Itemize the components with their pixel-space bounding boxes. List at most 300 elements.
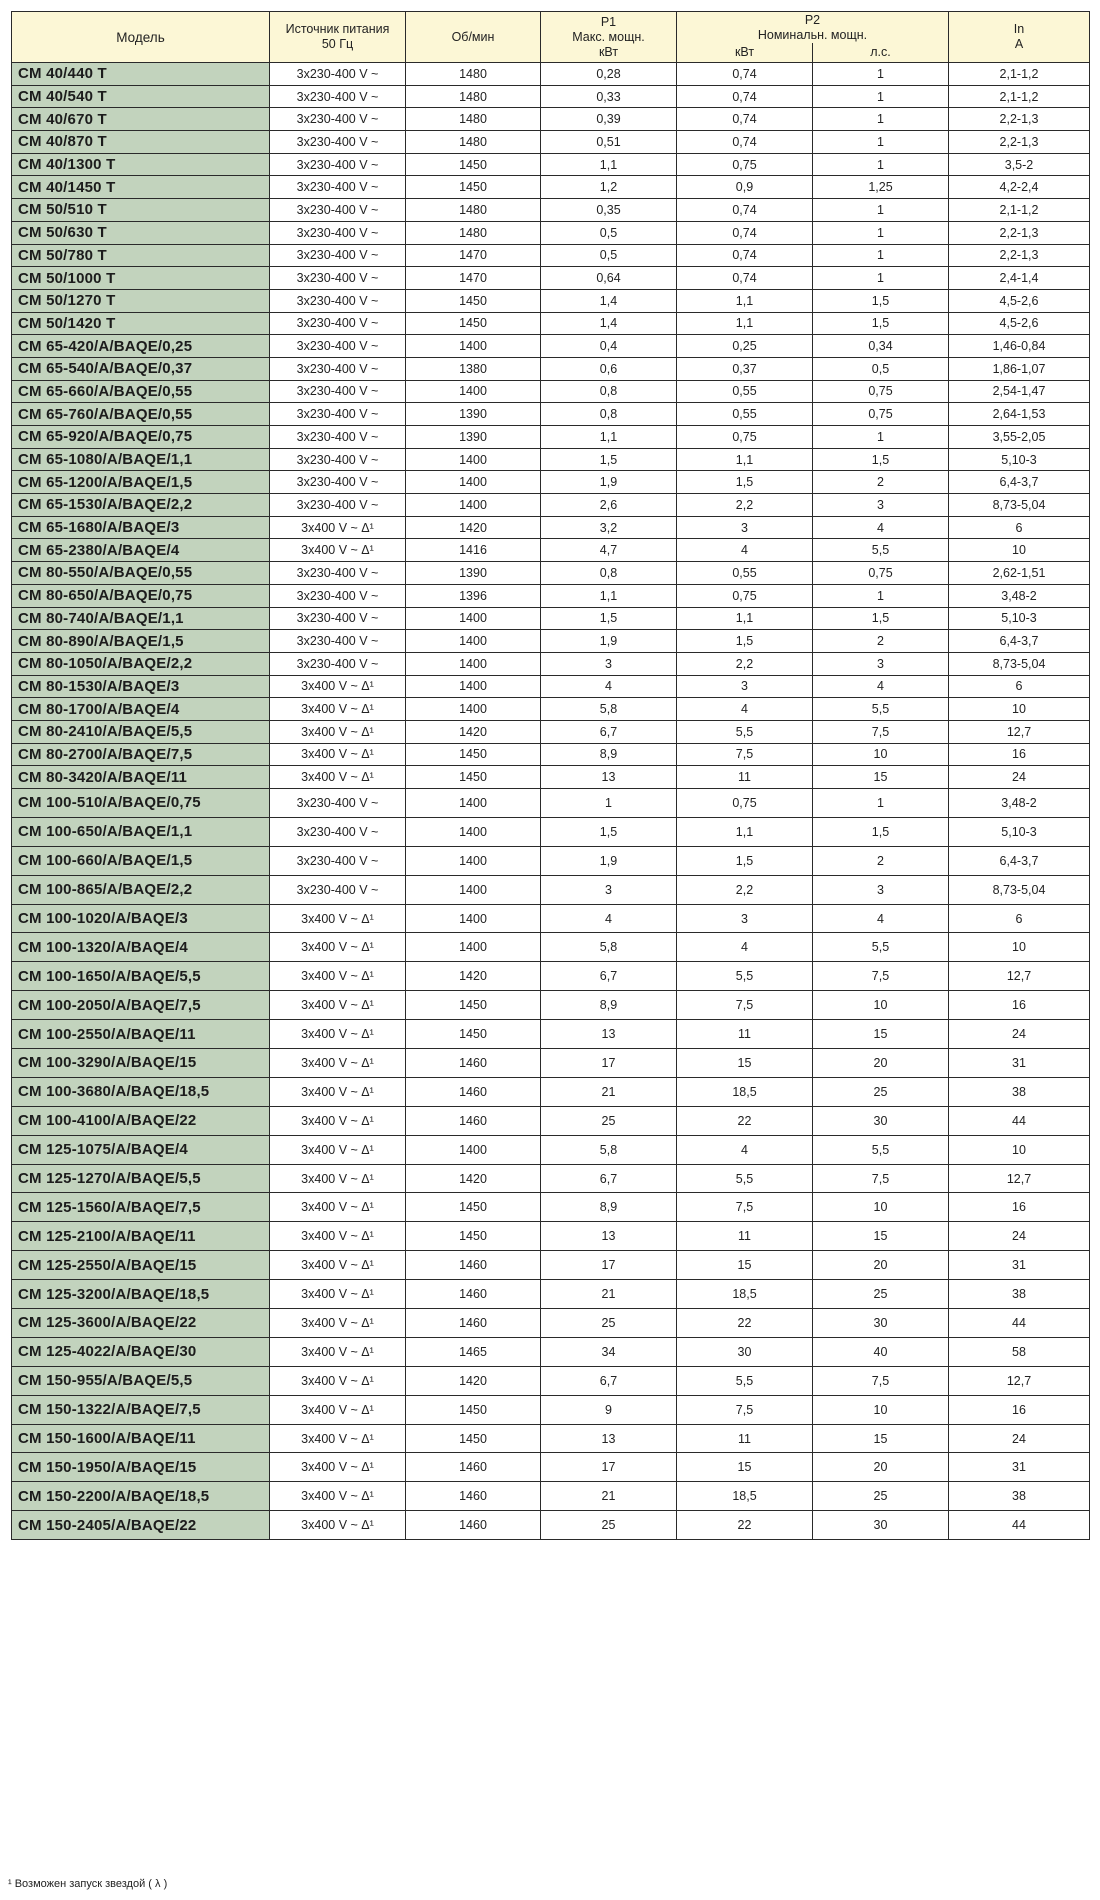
model-cell: CM 80-650/A/BAQE/0,75: [12, 584, 270, 607]
power-source-cell: 3x400 V ~ Δ¹: [270, 516, 406, 539]
p1-cell: 17: [541, 1453, 677, 1482]
model-cell: CM 80-1530/A/BAQE/3: [12, 675, 270, 698]
p2-kw-cell: 3: [677, 904, 813, 933]
p2-hp-cell: 1: [813, 426, 949, 449]
power-source-cell: 3x400 V ~ Δ¹: [270, 1366, 406, 1395]
p1-cell: 1,4: [541, 289, 677, 312]
power-source-cell: 3x400 V ~ Δ¹: [270, 1049, 406, 1078]
p1-cell: 4: [541, 675, 677, 698]
current-cell: 2,2-1,3: [949, 108, 1090, 131]
p1-cell: 13: [541, 766, 677, 789]
p2-hp-cell: 7,5: [813, 962, 949, 991]
p1-cell: 8,9: [541, 743, 677, 766]
power-source-cell: 3x400 V ~ Δ¹: [270, 1222, 406, 1251]
model-cell: CM 80-3420/A/BAQE/11: [12, 766, 270, 789]
current-cell: 5,10-3: [949, 607, 1090, 630]
p2-kw-cell: 0,55: [677, 562, 813, 585]
p1-cell: 0,6: [541, 357, 677, 380]
current-cell: 31: [949, 1453, 1090, 1482]
model-cell: CM 100-3680/A/BAQE/18,5: [12, 1077, 270, 1106]
p1-cell: 1,1: [541, 584, 677, 607]
p1-cell: 3: [541, 875, 677, 904]
power-source-cell: 3x230-400 V ~: [270, 584, 406, 607]
rpm-cell: 1450: [406, 991, 541, 1020]
rpm-cell: 1400: [406, 875, 541, 904]
p2-kw-cell: 18,5: [677, 1482, 813, 1511]
power-source-cell: 3x230-400 V ~: [270, 357, 406, 380]
p2-kw-cell: 15: [677, 1453, 813, 1482]
rpm-cell: 1400: [406, 904, 541, 933]
rpm-cell: 1460: [406, 1077, 541, 1106]
p1-cell: 25: [541, 1309, 677, 1338]
p2-hp-cell: 4: [813, 516, 949, 539]
model-cell: CM 80-1700/A/BAQE/4: [12, 698, 270, 721]
rpm-cell: 1470: [406, 244, 541, 267]
power-source-cell: 3x400 V ~ Δ¹: [270, 766, 406, 789]
p2-kw-cell: 22: [677, 1309, 813, 1338]
p2-kw-cell: 11: [677, 1424, 813, 1453]
current-cell: 24: [949, 1424, 1090, 1453]
power-source-cell: 3x400 V ~ Δ¹: [270, 933, 406, 962]
model-cell: CM 50/630 T: [12, 221, 270, 244]
header-p1: [541, 12, 677, 63]
current-cell: 8,73-5,04: [949, 652, 1090, 675]
table-row: [12, 1309, 1090, 1338]
current-cell: 4,5-2,6: [949, 289, 1090, 312]
rpm-cell: 1400: [406, 380, 541, 403]
rpm-cell: 1400: [406, 335, 541, 358]
p1-cell: 6,7: [541, 1366, 677, 1395]
model-cell: CM 125-2100/A/BAQE/11: [12, 1222, 270, 1251]
current-cell: 1,86-1,07: [949, 357, 1090, 380]
p2-hp-cell: 1,5: [813, 448, 949, 471]
model-cell: CM 65-1080/A/BAQE/1,1: [12, 448, 270, 471]
header-in: [949, 12, 1090, 63]
p2-kw-cell: 0,9: [677, 176, 813, 199]
p2-kw-cell: 2,2: [677, 494, 813, 517]
p2-hp-cell: 25: [813, 1077, 949, 1106]
rpm-cell: 1420: [406, 962, 541, 991]
rpm-cell: 1480: [406, 131, 541, 154]
p1-cell: 8,9: [541, 991, 677, 1020]
p2-hp-cell: 1,5: [813, 289, 949, 312]
current-cell: 2,1-1,2: [949, 63, 1090, 86]
p2-hp-cell: 25: [813, 1280, 949, 1309]
rpm-cell: 1400: [406, 1135, 541, 1164]
model-cell: CM 100-650/A/BAQE/1,1: [12, 817, 270, 846]
rpm-cell: 1400: [406, 675, 541, 698]
table-row: [12, 1453, 1090, 1482]
rpm-cell: 1450: [406, 1395, 541, 1424]
table-row: [12, 1511, 1090, 1540]
p2-kw-cell: 3: [677, 675, 813, 698]
model-cell: CM 125-3600/A/BAQE/22: [12, 1309, 270, 1338]
model-cell: CM 100-510/A/BAQE/0,75: [12, 789, 270, 818]
power-source-cell: 3x400 V ~ Δ¹: [270, 1511, 406, 1540]
rpm-cell: 1450: [406, 312, 541, 335]
rpm-cell: 1416: [406, 539, 541, 562]
current-cell: 38: [949, 1482, 1090, 1511]
p1-cell: 21: [541, 1077, 677, 1106]
p1-cell: 0,5: [541, 244, 677, 267]
p2-kw-cell: 11: [677, 1020, 813, 1049]
power-source-cell: 3x400 V ~ Δ¹: [270, 1337, 406, 1366]
power-source-cell: 3x400 V ~ Δ¹: [270, 1106, 406, 1135]
header-in-line2: A: [1014, 37, 1024, 51]
header-power-source-line1: Источник питания: [285, 22, 390, 36]
power-source-cell: 3x230-400 V ~: [270, 494, 406, 517]
model-cell: CM 65-760/A/BAQE/0,55: [12, 403, 270, 426]
current-cell: 6: [949, 516, 1090, 539]
current-cell: 2,1-1,2: [949, 85, 1090, 108]
model-cell: CM 65-540/A/BAQE/0,37: [12, 357, 270, 380]
p2-kw-cell: 5,5: [677, 720, 813, 743]
power-source-cell: 3x230-400 V ~: [270, 471, 406, 494]
p2-hp-cell: 3: [813, 494, 949, 517]
rpm-cell: 1480: [406, 199, 541, 222]
power-source-cell: 3x230-400 V ~: [270, 607, 406, 630]
p2-kw-cell: 11: [677, 766, 813, 789]
p2-kw-cell: 4: [677, 698, 813, 721]
p2-kw-cell: 0,74: [677, 244, 813, 267]
power-source-cell: 3x230-400 V ~: [270, 652, 406, 675]
p1-cell: 5,8: [541, 933, 677, 962]
power-source-cell: 3x400 V ~ Δ¹: [270, 1020, 406, 1049]
table-row: [12, 846, 1090, 875]
p2-hp-cell: 1,5: [813, 607, 949, 630]
power-source-cell: 3x400 V ~ Δ¹: [270, 1482, 406, 1511]
table-row: [12, 357, 1090, 380]
model-cell: CM 100-660/A/BAQE/1,5: [12, 846, 270, 875]
p2-kw-cell: 0,74: [677, 199, 813, 222]
table-row: [12, 789, 1090, 818]
table-row: [12, 933, 1090, 962]
rpm-cell: 1460: [406, 1511, 541, 1540]
table-row: [12, 743, 1090, 766]
rpm-cell: 1450: [406, 1193, 541, 1222]
p1-cell: 1,2: [541, 176, 677, 199]
p2-hp-cell: 0,75: [813, 562, 949, 585]
rpm-cell: 1380: [406, 357, 541, 380]
p2-hp-cell: 20: [813, 1453, 949, 1482]
model-cell: CM 65-1680/A/BAQE/3: [12, 516, 270, 539]
model-cell: CM 80-2410/A/BAQE/5,5: [12, 720, 270, 743]
p2-hp-cell: 0,75: [813, 403, 949, 426]
p1-cell: 4: [541, 904, 677, 933]
header-p2-hp: л.с.: [813, 43, 949, 62]
table-row: [12, 131, 1090, 154]
rpm-cell: 1400: [406, 652, 541, 675]
power-source-cell: 3x230-400 V ~: [270, 380, 406, 403]
p2-hp-cell: 1: [813, 244, 949, 267]
current-cell: 3,48-2: [949, 584, 1090, 607]
table-row: [12, 63, 1090, 86]
p2-kw-cell: 0,74: [677, 221, 813, 244]
model-cell: CM 40/1300 T: [12, 153, 270, 176]
current-cell: 10: [949, 539, 1090, 562]
model-cell: CM 40/870 T: [12, 131, 270, 154]
power-source-cell: 3x400 V ~ Δ¹: [270, 904, 406, 933]
current-cell: 16: [949, 743, 1090, 766]
power-source-cell: 3x230-400 V ~: [270, 426, 406, 449]
model-cell: CM 65-920/A/BAQE/0,75: [12, 426, 270, 449]
p2-kw-cell: 1,1: [677, 607, 813, 630]
current-cell: 44: [949, 1309, 1090, 1338]
current-cell: 12,7: [949, 1366, 1090, 1395]
power-source-cell: 3x230-400 V ~: [270, 221, 406, 244]
p1-cell: 1,5: [541, 448, 677, 471]
power-source-cell: 3x230-400 V ~: [270, 335, 406, 358]
p2-kw-cell: 0,75: [677, 153, 813, 176]
p2-kw-cell: 18,5: [677, 1077, 813, 1106]
rpm-cell: 1480: [406, 221, 541, 244]
p2-kw-cell: 0,75: [677, 789, 813, 818]
p2-hp-cell: 7,5: [813, 1366, 949, 1395]
model-cell: CM 80-2700/A/BAQE/7,5: [12, 743, 270, 766]
p1-cell: 0,4: [541, 335, 677, 358]
table-row: [12, 1106, 1090, 1135]
power-source-cell: 3x400 V ~ Δ¹: [270, 743, 406, 766]
p2-hp-cell: 1,25: [813, 176, 949, 199]
table-row: [12, 471, 1090, 494]
model-cell: CM 150-1950/A/BAQE/15: [12, 1453, 270, 1482]
header-p1-line3: кВт: [598, 44, 619, 59]
p1-cell: 1: [541, 789, 677, 818]
rpm-cell: 1400: [406, 630, 541, 653]
model-cell: CM 40/440 T: [12, 63, 270, 86]
p2-kw-cell: 15: [677, 1049, 813, 1078]
table-row: [12, 607, 1090, 630]
p2-hp-cell: 5,5: [813, 698, 949, 721]
model-cell: CM 125-1075/A/BAQE/4: [12, 1135, 270, 1164]
p2-hp-cell: 1: [813, 153, 949, 176]
model-cell: CM 80-890/A/BAQE/1,5: [12, 630, 270, 653]
power-source-cell: 3x400 V ~ Δ¹: [270, 1309, 406, 1338]
current-cell: 10: [949, 698, 1090, 721]
table-row: [12, 267, 1090, 290]
current-cell: 3,55-2,05: [949, 426, 1090, 449]
p1-cell: 13: [541, 1424, 677, 1453]
table-row: [12, 289, 1090, 312]
current-cell: 16: [949, 1395, 1090, 1424]
rpm-cell: 1390: [406, 562, 541, 585]
p1-cell: 6,7: [541, 1164, 677, 1193]
current-cell: 44: [949, 1106, 1090, 1135]
current-cell: 16: [949, 1193, 1090, 1222]
p2-hp-cell: 0,75: [813, 380, 949, 403]
p2-kw-cell: 5,5: [677, 1164, 813, 1193]
model-cell: CM 100-3290/A/BAQE/15: [12, 1049, 270, 1078]
p2-hp-cell: 7,5: [813, 720, 949, 743]
model-cell: CM 40/1450 T: [12, 176, 270, 199]
header-p2: [677, 12, 949, 44]
p2-kw-cell: 1,5: [677, 630, 813, 653]
current-cell: 2,1-1,2: [949, 199, 1090, 222]
table-row: [12, 766, 1090, 789]
p2-hp-cell: 3: [813, 875, 949, 904]
current-cell: 4,2-2,4: [949, 176, 1090, 199]
p2-hp-cell: 4: [813, 904, 949, 933]
p1-cell: 21: [541, 1280, 677, 1309]
table-row: [12, 448, 1090, 471]
current-cell: 3,5-2: [949, 153, 1090, 176]
p1-cell: 4,7: [541, 539, 677, 562]
table-row: [12, 1222, 1090, 1251]
p1-cell: 3: [541, 652, 677, 675]
p1-cell: 1,5: [541, 817, 677, 846]
model-cell: CM 125-1560/A/BAQE/7,5: [12, 1193, 270, 1222]
p2-kw-cell: 0,55: [677, 380, 813, 403]
p2-kw-cell: 4: [677, 1135, 813, 1164]
power-source-cell: 3x230-400 V ~: [270, 267, 406, 290]
pump-spec-table: [11, 11, 1090, 1540]
power-source-cell: 3x230-400 V ~: [270, 630, 406, 653]
table-row: [12, 516, 1090, 539]
p1-cell: 25: [541, 1511, 677, 1540]
current-cell: 24: [949, 1222, 1090, 1251]
model-cell: CM 65-660/A/BAQE/0,55: [12, 380, 270, 403]
current-cell: 44: [949, 1511, 1090, 1540]
p1-cell: 3,2: [541, 516, 677, 539]
model-cell: CM 65-2380/A/BAQE/4: [12, 539, 270, 562]
power-source-cell: 3x400 V ~ Δ¹: [270, 1453, 406, 1482]
p1-cell: 0,39: [541, 108, 677, 131]
model-cell: CM 80-740/A/BAQE/1,1: [12, 607, 270, 630]
table-row: [12, 176, 1090, 199]
rpm-cell: 1420: [406, 516, 541, 539]
p2-kw-cell: 18,5: [677, 1280, 813, 1309]
p2-kw-cell: 1,5: [677, 846, 813, 875]
p2-hp-cell: 25: [813, 1482, 949, 1511]
table-row: [12, 584, 1090, 607]
p1-cell: 5,8: [541, 698, 677, 721]
p2-kw-cell: 1,1: [677, 448, 813, 471]
p2-kw-cell: 0,75: [677, 426, 813, 449]
rpm-cell: 1450: [406, 743, 541, 766]
p2-hp-cell: 10: [813, 1193, 949, 1222]
current-cell: 24: [949, 1020, 1090, 1049]
table-row: [12, 562, 1090, 585]
rpm-cell: 1480: [406, 85, 541, 108]
rpm-cell: 1400: [406, 471, 541, 494]
rpm-cell: 1396: [406, 584, 541, 607]
p1-cell: 0,8: [541, 562, 677, 585]
rpm-cell: 1450: [406, 176, 541, 199]
p2-hp-cell: 5,5: [813, 1135, 949, 1164]
rpm-cell: 1400: [406, 494, 541, 517]
table-row: [12, 1193, 1090, 1222]
table-row: [12, 426, 1090, 449]
rpm-cell: 1400: [406, 817, 541, 846]
model-cell: CM 125-4022/A/BAQE/30: [12, 1337, 270, 1366]
power-source-cell: 3x230-400 V ~: [270, 789, 406, 818]
p2-hp-cell: 1,5: [813, 817, 949, 846]
p1-cell: 2,6: [541, 494, 677, 517]
rpm-cell: 1480: [406, 63, 541, 86]
p2-kw-cell: 3: [677, 516, 813, 539]
table-row: [12, 153, 1090, 176]
model-cell: CM 125-3200/A/BAQE/18,5: [12, 1280, 270, 1309]
p2-kw-cell: 1,1: [677, 289, 813, 312]
table-row: [12, 720, 1090, 743]
p2-hp-cell: 1: [813, 199, 949, 222]
p2-hp-cell: 5,5: [813, 933, 949, 962]
power-source-cell: 3x230-400 V ~: [270, 244, 406, 267]
power-source-cell: 3x400 V ~ Δ¹: [270, 1280, 406, 1309]
p2-hp-cell: 15: [813, 1020, 949, 1049]
table-row: [12, 539, 1090, 562]
header-p2-line1: P2: [804, 12, 821, 27]
current-cell: 4,5-2,6: [949, 312, 1090, 335]
rpm-cell: 1460: [406, 1049, 541, 1078]
p2-hp-cell: 30: [813, 1309, 949, 1338]
power-source-cell: 3x230-400 V ~: [270, 403, 406, 426]
model-cell: CM 80-550/A/BAQE/0,55: [12, 562, 270, 585]
p2-hp-cell: 10: [813, 991, 949, 1020]
table-row: [12, 1482, 1090, 1511]
rpm-cell: 1400: [406, 933, 541, 962]
table-row: [12, 312, 1090, 335]
p2-hp-cell: 30: [813, 1106, 949, 1135]
p1-cell: 0,8: [541, 403, 677, 426]
header-p2-line2: Номинальн. мощн.: [757, 27, 868, 42]
p2-hp-cell: 2: [813, 471, 949, 494]
power-source-cell: 3x230-400 V ~: [270, 562, 406, 585]
p2-kw-cell: 5,5: [677, 1366, 813, 1395]
table-row: [12, 1280, 1090, 1309]
rpm-cell: 1460: [406, 1280, 541, 1309]
model-cell: CM 50/780 T: [12, 244, 270, 267]
table-row: [12, 108, 1090, 131]
p2-kw-cell: 0,25: [677, 335, 813, 358]
p2-kw-cell: 0,75: [677, 584, 813, 607]
power-source-cell: 3x230-400 V ~: [270, 312, 406, 335]
p1-cell: 5,8: [541, 1135, 677, 1164]
p1-cell: 17: [541, 1049, 677, 1078]
p2-hp-cell: 1: [813, 108, 949, 131]
current-cell: 38: [949, 1077, 1090, 1106]
rpm-cell: 1460: [406, 1482, 541, 1511]
header-p2-kw: кВт: [677, 43, 813, 62]
rpm-cell: 1420: [406, 720, 541, 743]
model-cell: CM 65-420/A/BAQE/0,25: [12, 335, 270, 358]
power-source-cell: 3x230-400 V ~: [270, 153, 406, 176]
table-body: [12, 63, 1090, 1540]
p2-hp-cell: 1: [813, 584, 949, 607]
power-source-cell: 3x400 V ~ Δ¹: [270, 698, 406, 721]
p1-cell: 0,64: [541, 267, 677, 290]
p1-cell: 8,9: [541, 1193, 677, 1222]
table-row: [12, 494, 1090, 517]
power-source-cell: 3x400 V ~ Δ¹: [270, 1077, 406, 1106]
table-row: [12, 244, 1090, 267]
rpm-cell: 1450: [406, 766, 541, 789]
current-cell: 5,10-3: [949, 817, 1090, 846]
current-cell: 24: [949, 766, 1090, 789]
rpm-cell: 1480: [406, 108, 541, 131]
current-cell: 2,54-1,47: [949, 380, 1090, 403]
current-cell: 8,73-5,04: [949, 494, 1090, 517]
table-row: [12, 904, 1090, 933]
p2-hp-cell: 15: [813, 766, 949, 789]
p2-hp-cell: 10: [813, 1395, 949, 1424]
model-cell: CM 100-1320/A/BAQE/4: [12, 933, 270, 962]
p1-cell: 34: [541, 1337, 677, 1366]
power-source-cell: 3x400 V ~ Δ¹: [270, 539, 406, 562]
p1-cell: 0,28: [541, 63, 677, 86]
p2-kw-cell: 1,1: [677, 312, 813, 335]
current-cell: 8,73-5,04: [949, 875, 1090, 904]
